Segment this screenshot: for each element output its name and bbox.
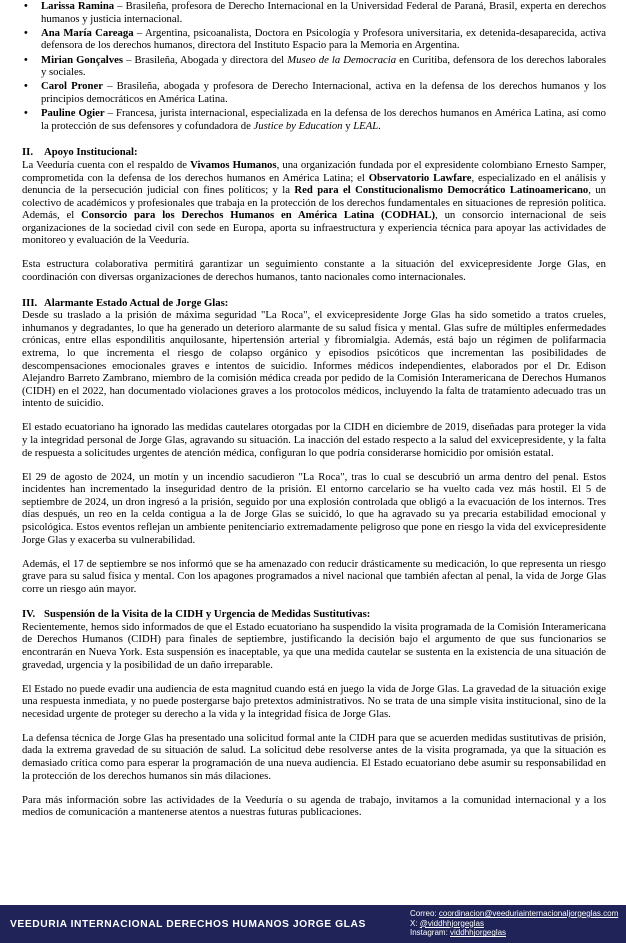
- conjunction-text: y: [342, 119, 354, 132]
- organization-name: LEAL: [353, 119, 379, 132]
- email-link[interactable]: coordinacion@veeduriainternacionaljorgeglas.com: [438, 909, 619, 918]
- instagram-line: [410, 928, 618, 938]
- paragraph: Desde su traslado a la prisión de máxima seguridad "La Roca", el exvicepresidente Jorge Glas ha sido sometido a tratos crueles, inhumanos y degradantes, lo que ha generado un deterioro alarmante de su salud física y mental. Glas sufre de múltiples enfermedades crónicas, entre ellas espondilitis anquilosante, hipertensión arterial y fibromialgia. Además, está bajo un régimen de polifarmacia extrema, lo que incrementa el riesgo de colapso orgánico y episodios psicóticos que incrementan las posibilidades de descompensaciones emocionales graves e intentos de suicidio. Informes médicos independientes, elaborados por el Dr. Edison Alejandro Barreto Zambrano, miembro de la comisión médica creada por pedido de la Comisión Interamericana de Derechos Humanos (CIDH) en el 2022, han documentado violaciones graves a los protocolos médicos, incluyendo la falta de tratamiento adecuado tras un intento de suicidio.: [22, 309, 606, 410]
- text-run: , una organización fundada por el expresidente colombiano Ernesto Samper, comprometida con la defensa de los derechos humanos en América Latina; el: [22, 158, 607, 184]
- section-number: II.: [22, 146, 33, 159]
- text-run: , especializado en el análisis y denuncia de la persecución judicial con fines políticos; y la: [22, 171, 607, 197]
- bullet-icon: •: [24, 107, 28, 120]
- person-description: – Francesa, jurista internacional, especializada en la defensa de los derechos humanos en América Latina, así como la protección de sus defensores y cofundadora de: [41, 107, 606, 132]
- paragraph: Además, el 17 de septiembre se nos informó que se ha amenazado con reducir drásticamente su medicación, lo que representa un riesgo grave para su salud física y mental. Con los apagones programados a nivel nacional que también afectan al penal, la vida de Jorge Glas corre un riesgo aún mayor.: [22, 557, 606, 595]
- section-heading: [22, 297, 606, 310]
- x-label: X:: [410, 918, 420, 928]
- x-handle-link[interactable]: @viddhhjorgeglas: [419, 918, 484, 928]
- person-description: – Argentina, psicoanalista, Doctora en Psicología y Profesora universitaria, ex detenida-desaparecida, activa defensora de los derechos humanos, directora del Instituto Espacio para la Memoria en Argentina.: [41, 26, 606, 52]
- person-name: Ana María Careaga: [41, 26, 134, 39]
- paragraph: El 29 de agosto de 2024, un motín y un incendio sacudieron "La Roca", tras lo cual se descubrió un arma dentro del penal. Estos incidentes han incrementado la inseguridad dentro de la prisión. El entorno carcelario se ha vuelto cada vez más hostil. El 5 de septiembre de 2024, un dron ingresó a la prisión, seguido por una explosión controlada que obligó a la evacuación de los internos. Tres días después, un reo en la celda contigua a la de Jorge Glas se suicidó, lo que ha agravado su ya precaria estabilidad emocional y psicológica. Estos eventos reflejan un ambiente penitenciario extremadamente peligroso que pone en riesgo la vida del exvicepresidente Jorge Glas y exacerba su vulnerabilidad.: [22, 470, 606, 546]
- person-name: Mirian Gonçalves: [41, 53, 124, 66]
- person-description: – Brasileña, profesora de Derecho Internacional en la Universidad Federal de Paraná, Brasil, experta en derechos humanos y justicia internacional.: [41, 0, 606, 25]
- email-label: Correo:: [410, 909, 439, 918]
- instagram-label: Instagram:: [410, 928, 451, 938]
- paragraph: La defensa técnica de Jorge Glas ha presentado una solicitud formal ante la CIDH para que se acuerden medidas sustitutivas de prisión, dada la extrema gravedad de su situación de salud. La solicitud debe resolverse antes de la visita programada, ya que la situación es demasiado crítica como para esperar la programación de una nueva audiencia. El Estado ecuatoriano debe asumir su responsabilidad en la protección de los derechos humanos sin más dilaciones.: [22, 731, 606, 782]
- footer-title: VEEDURIA INTERNACIONAL DERECHOS HUMANOS JORGE GLAS: [10, 919, 366, 930]
- bullet-icon: •: [24, 53, 28, 66]
- text-run: , un consorcio internacional de seis organizaciones de la sociedad civil con sede en Europa, aporta su infraestructura y experiencia técnica para apoyar las actividades de monitoreo y evaluación de la Veeduría.: [22, 209, 607, 247]
- section-heading: [22, 608, 606, 621]
- paragraph: Esta estructura colaborativa permitirá garantizar un seguimiento constante a la situación del exvicepresidente Jorge Glas, en coordinación con diversas organizaciones de derechos humanos, tanto nacionales como internacionales.: [22, 258, 606, 284]
- bullet-icon: •: [24, 0, 28, 12]
- people-list: [22, 0, 606, 132]
- list-item: [22, 80, 606, 105]
- section-title: Alarmante Estado Actual de Jorge Glas:: [44, 296, 229, 309]
- organization-name: Red para el Constitucionalismo Democrático Latinoamericano: [294, 184, 589, 197]
- paragraph: Recientemente, hemos sido informados de que el Estado ecuatoriano ha suspendido la visita programada de la Comisión Interamericana de Derechos Humanos (CIDH) para finales de septiembre, justificando la decisión bajo el argumento de que sus funcionarios se encontrarán en Nueva York. Esta suspensión es inaceptable, ya que una medida cautelar se sustenta en la existencia de una situación de gravedad, urgencia y la posibilidad de un daño irreparable.: [22, 620, 606, 671]
- paragraph: El Estado no puede evadir una audiencia de esta magnitud cuando está en juego la vida de Jorge Glas. La gravedad de la situación exige una respuesta inmediata, y no puede postergarse bajo pretextos administrativos. No se trata de una simple visita institucional, sino de la necesidad urgente de proteger su derecho a la vida y la integridad física de Jorge Glas.: [22, 682, 606, 720]
- person-name: Larissa Ramina: [41, 0, 115, 12]
- organization-name: Observatorio Lawfare: [368, 171, 472, 184]
- person-description: – Brasileña, Abogada y directora del: [123, 53, 288, 66]
- bullet-icon: •: [24, 26, 28, 39]
- person-name: Pauline Ogier: [41, 107, 105, 120]
- organization-name: Consorcio para los Derechos Humanos en América Latina (CODHAL): [81, 209, 436, 222]
- section-heading: [22, 146, 606, 159]
- text-run: , un colectivo de académicos y profesionales que trabaja en la protección de los derechos fundamentales en situaciones de represión política. Además, el: [22, 184, 606, 222]
- list-item: [22, 27, 606, 52]
- x-line: [410, 919, 618, 929]
- text-run: La Veeduría cuenta con el respaldo de: [22, 158, 191, 171]
- instagram-handle-link[interactable]: viddhhjorgeglas: [450, 928, 507, 938]
- section-title: Apoyo Institucional:: [44, 146, 138, 159]
- section-number: III.: [22, 296, 38, 309]
- list-item: [22, 54, 606, 79]
- footer-bar: [0, 905, 626, 943]
- paragraph: [22, 159, 606, 247]
- museum-name: Museo de la Democracia: [287, 53, 397, 66]
- organization-name: Justice by Education: [253, 119, 343, 132]
- organization-name: Vivamos Humanos: [190, 158, 277, 171]
- section-number: IV.: [22, 608, 36, 621]
- bullet-icon: •: [24, 80, 28, 93]
- person-description: – Brasileña, abogada y profesora de Derecho Internacional, activa en la defensa de los derechos humanos y los principios democráticos en América Latina.: [41, 80, 606, 105]
- email-line: [410, 909, 618, 919]
- person-name: Carol Proner: [41, 80, 103, 93]
- document-body: [22, 0, 606, 819]
- person-description-end: .: [378, 119, 381, 132]
- person-description-end: en Curitiba, defensora de los derechos laborales y sociales.: [41, 53, 606, 79]
- list-item: [22, 107, 606, 132]
- list-item: [22, 0, 606, 25]
- section-title: Suspensión de la Visita de la CIDH y Urgencia de Medidas Sustitutivas:: [44, 608, 371, 621]
- paragraph: Para más información sobre las actividades de la Veeduría o su agenda de trabajo, invitamos a la comunidad internacional y a los medios de comunicación a mantenerse atentos a nuestras futuras publicaciones.: [22, 793, 606, 819]
- paragraph: El estado ecuatoriano ha ignorado las medidas cautelares otorgadas por la CIDH en diciembre de 2019, diseñadas para proteger la vida y la integridad personal de Jorge Glas, agravando su situación. La inacción del estado respecto a la salud del exvicepresidente, y la falta de respuesta a solicitudes urgentes de atención médica, configuran lo que podría considerarse homicidio por omisión estatal.: [22, 421, 606, 459]
- footer-contact: [410, 909, 618, 938]
